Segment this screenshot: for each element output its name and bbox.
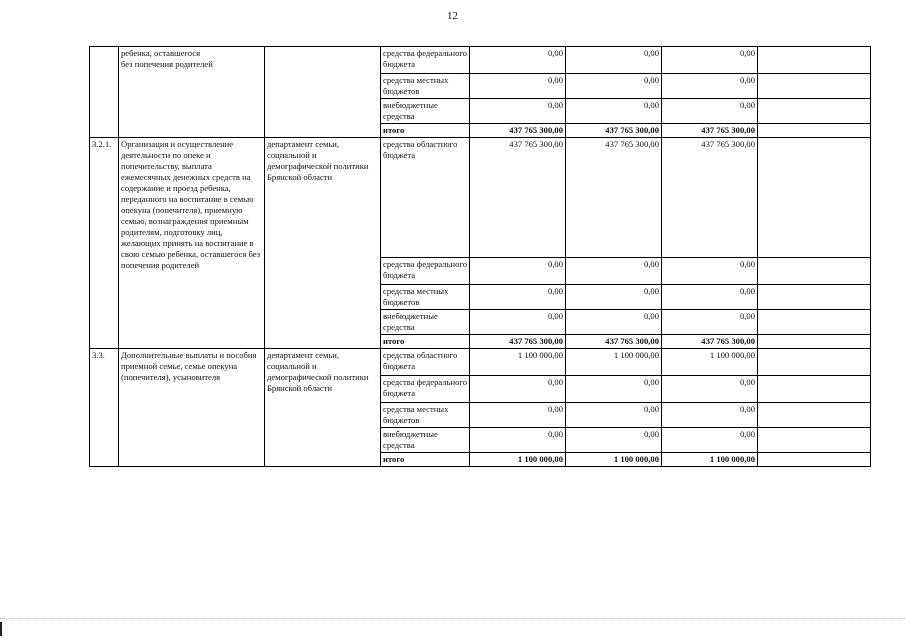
amount-cell: 1 100 000,00 xyxy=(566,453,662,467)
table-body xyxy=(90,47,871,467)
amount-cell: 0,00 xyxy=(470,258,566,285)
table-row xyxy=(90,349,871,376)
empty-cell xyxy=(758,349,871,376)
amount-cell: 0,00 xyxy=(470,99,566,124)
empty-cell xyxy=(758,310,871,335)
row-number-cell: 3.3. xyxy=(90,349,119,467)
amount-cell: 0,00 xyxy=(662,310,758,335)
executor-cell xyxy=(265,47,381,138)
amount-cell: 437 765 300,00 xyxy=(566,335,662,349)
amount-cell: 0,00 xyxy=(470,47,566,74)
amount-cell: 0,00 xyxy=(566,74,662,99)
amount-cell: 0,00 xyxy=(662,74,758,99)
amount-cell: 1 100 000,00 xyxy=(470,453,566,467)
measure-name-cell: ребенка, оставшегося без попечения родителей xyxy=(119,47,265,138)
amount-cell: 0,00 xyxy=(566,310,662,335)
amount-cell: 437 765 300,00 xyxy=(662,124,758,138)
amount-cell: 0,00 xyxy=(566,285,662,310)
page-number: 12 xyxy=(447,10,458,22)
amount-cell: 0,00 xyxy=(470,376,566,403)
funding-source-cell: средства областного бюджета xyxy=(381,138,470,258)
amount-cell: 0,00 xyxy=(566,403,662,428)
scan-edge-mark xyxy=(0,622,2,636)
amount-cell: 0,00 xyxy=(662,99,758,124)
amount-cell: 437 765 300,00 xyxy=(566,124,662,138)
row-number-cell xyxy=(90,47,119,138)
amount-cell: 0,00 xyxy=(566,47,662,74)
amount-cell: 437 765 300,00 xyxy=(470,335,566,349)
row-number-cell: 3.2.1. xyxy=(90,138,119,349)
funding-source-cell: средства местных бюджетов xyxy=(381,285,470,310)
empty-cell xyxy=(758,47,871,74)
funding-source-cell: внебюджетные средства xyxy=(381,310,470,335)
amount-cell: 0,00 xyxy=(566,428,662,453)
amount-cell: 0,00 xyxy=(662,47,758,74)
funding-source-cell: внебюджетные средства xyxy=(381,428,470,453)
amount-cell: 437 765 300,00 xyxy=(662,335,758,349)
empty-cell xyxy=(758,335,871,349)
funding-source-cell: средства местных бюджетов xyxy=(381,74,470,99)
executor-cell: департамент семьи, социальной и демографической политики Брянской области xyxy=(265,349,381,467)
empty-cell xyxy=(758,376,871,403)
executor-cell: департамент семьи, социальной и демографической политики Брянской области xyxy=(265,138,381,349)
funding-source-cell: средства федерального бюджета xyxy=(381,258,470,285)
amount-cell: 0,00 xyxy=(470,403,566,428)
empty-cell xyxy=(758,403,871,428)
amount-cell: 437 765 300,00 xyxy=(566,138,662,258)
empty-cell xyxy=(758,74,871,99)
amount-cell: 1 100 000,00 xyxy=(662,349,758,376)
empty-cell xyxy=(758,124,871,138)
amount-cell: 0,00 xyxy=(662,376,758,403)
empty-cell xyxy=(758,428,871,453)
amount-cell: 0,00 xyxy=(566,376,662,403)
empty-cell xyxy=(758,258,871,285)
amount-cell: 0,00 xyxy=(470,310,566,335)
funding-source-cell: средства федерального бюджета xyxy=(381,47,470,74)
amount-cell: 0,00 xyxy=(662,285,758,310)
amount-cell: 437 765 300,00 xyxy=(470,138,566,258)
measure-name-cell: Организация и осуществление деятельности по опеке и попечительству, выплата ежемесячных денежных средств на содержание и проезд ребенка, переданного на воспитание в семью опекуна (попечителя), приемную семью, вознаграждения приемным родителям, подготовку лиц, желающих принять на воспитание в свою семью ребенка, оставшегося без попечения родителей xyxy=(119,138,265,349)
measure-name-cell: Дополнительные выплаты и пособия приемной семье, семье опекуна (попечителя), усыновителя xyxy=(119,349,265,467)
funding-source-cell: внебюджетные средства xyxy=(381,99,470,124)
amount-cell: 0,00 xyxy=(662,403,758,428)
amount-cell: 437 765 300,00 xyxy=(662,138,758,258)
scan-noise-line xyxy=(0,618,905,620)
empty-cell xyxy=(758,285,871,310)
funding-source-cell: итого xyxy=(381,124,470,138)
amount-cell: 0,00 xyxy=(662,258,758,285)
amount-cell: 1 100 000,00 xyxy=(662,453,758,467)
empty-cell xyxy=(758,99,871,124)
amount-cell: 0,00 xyxy=(470,428,566,453)
amount-cell: 0,00 xyxy=(470,74,566,99)
funding-source-cell: средства федерального бюджета xyxy=(381,376,470,403)
amount-cell: 1 100 000,00 xyxy=(566,349,662,376)
amount-cell: 0,00 xyxy=(566,99,662,124)
amount-cell: 1 100 000,00 xyxy=(470,349,566,376)
empty-cell xyxy=(758,453,871,467)
amount-cell: 0,00 xyxy=(470,285,566,310)
amount-cell: 437 765 300,00 xyxy=(470,124,566,138)
funding-source-cell: итого xyxy=(381,335,470,349)
funding-source-cell: средства местных бюджетов xyxy=(381,403,470,428)
empty-cell xyxy=(758,138,871,258)
budget-table xyxy=(89,46,871,467)
table-row xyxy=(90,47,871,74)
funding-source-cell: средства областного бюджета xyxy=(381,349,470,376)
amount-cell: 0,00 xyxy=(662,428,758,453)
funding-source-cell: итого xyxy=(381,453,470,467)
table-row xyxy=(90,138,871,258)
amount-cell: 0,00 xyxy=(566,258,662,285)
